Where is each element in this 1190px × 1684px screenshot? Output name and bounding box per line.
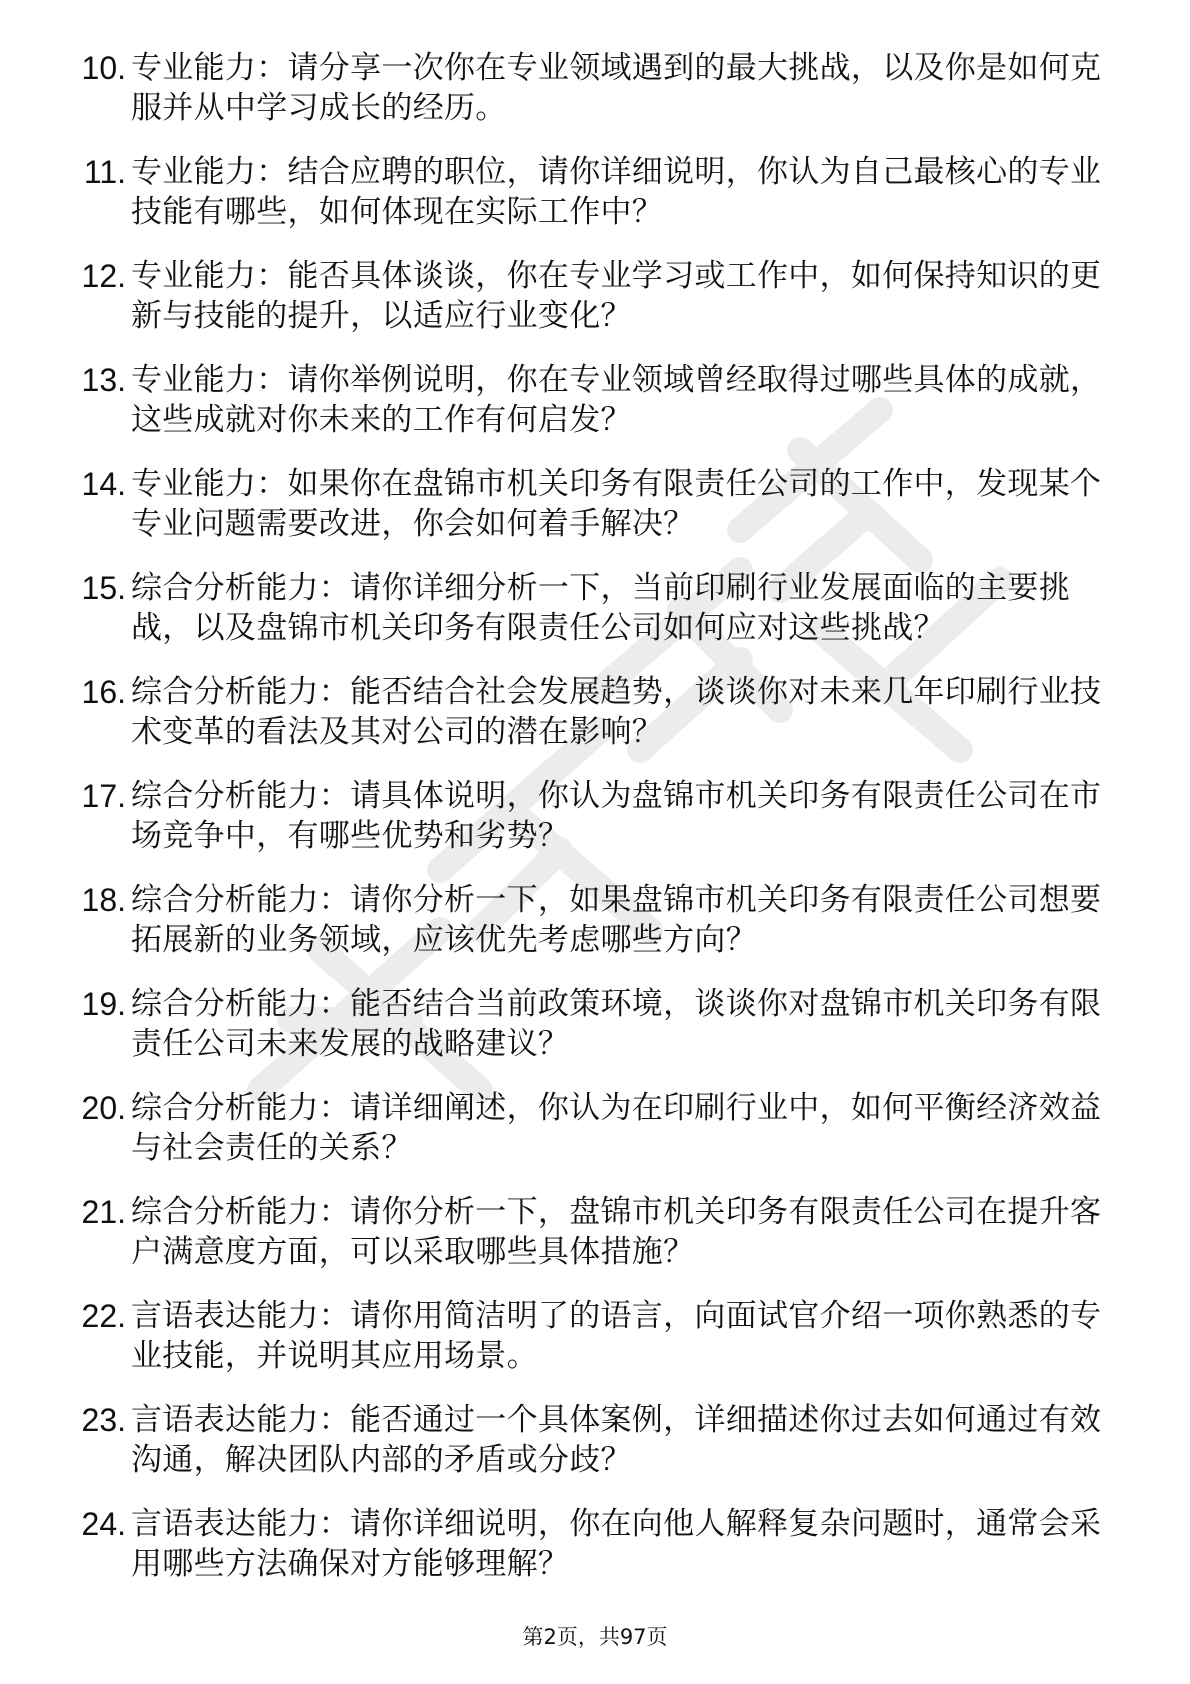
question-item	[56, 1296, 1136, 1400]
question-number: 17.	[81, 778, 126, 814]
question-text: 综合分析能力：请你详细分析一下，当前印刷行业发展面临的主要挑战，以及盘锦市机关印务有限责任公司如何应对这些挑战？	[131, 570, 1070, 646]
question-text: 综合分析能力：请你分析一下，盘锦市机关印务有限责任公司在提升客户满意度方面，可以采取哪些具体措施？	[131, 1194, 1102, 1270]
question-item	[56, 1504, 1136, 1608]
question-number: 21.	[81, 1194, 126, 1230]
question-text: 言语表达能力：请你用简洁明了的语言，向面试官介绍一项你熟悉的专业技能，并说明其应用场景。	[131, 1298, 1102, 1374]
question-text: 专业能力：能否具体谈谈，你在专业学习或工作中，如何保持知识的更新与技能的提升，以适应行业变化？	[131, 258, 1102, 334]
question-item	[56, 1400, 1136, 1504]
question-item	[56, 256, 1136, 360]
question-number: 14.	[81, 466, 126, 502]
question-item	[56, 152, 1136, 256]
question-text: 专业能力：请你举例说明，你在专业领域曾经取得过哪些具体的成就，这些成就对你未来的工作有何启发？	[131, 362, 1102, 438]
question-item	[56, 1192, 1136, 1296]
question-text: 综合分析能力：能否结合社会发展趋势，谈谈你对未来几年印刷行业技术变革的看法及其对公司的潜在影响？	[131, 674, 1102, 750]
question-item	[56, 984, 1136, 1088]
question-number: 13.	[81, 362, 126, 398]
question-text: 言语表达能力：能否通过一个具体案例，详细描述你过去如何通过有效沟通，解决团队内部的矛盾或分歧？	[131, 1402, 1102, 1478]
question-text: 言语表达能力：请你详细说明，你在向他人解释复杂问题时，通常会采用哪些方法确保对方能够理解？	[131, 1506, 1102, 1582]
question-text: 专业能力：结合应聘的职位，请你详细说明，你认为自己最核心的专业技能有哪些，如何体现在实际工作中？	[131, 154, 1102, 230]
question-list	[56, 48, 1136, 1608]
question-number: 23.	[81, 1402, 126, 1438]
question-item	[56, 672, 1136, 776]
question-number: 19.	[81, 986, 126, 1022]
page-footer: 第2页，共97页	[522, 1625, 668, 1649]
question-number: 15.	[81, 570, 126, 606]
question-text: 专业能力：如果你在盘锦市机关印务有限责任公司的工作中，发现某个专业问题需要改进，你会如何着手解决？	[131, 466, 1102, 542]
question-number: 11.	[83, 154, 126, 190]
question-number: 22.	[81, 1298, 126, 1334]
question-text: 综合分析能力：请具体说明，你认为盘锦市机关印务有限责任公司在市场竞争中，有哪些优势和劣势？	[131, 778, 1102, 854]
question-number: 12.	[81, 258, 126, 294]
question-item	[56, 776, 1136, 880]
question-text: 综合分析能力：请详细阐述，你认为在印刷行业中，如何平衡经济效益与社会责任的关系？	[131, 1090, 1102, 1166]
question-text: 综合分析能力：请你分析一下，如果盘锦市机关印务有限责任公司想要拓展新的业务领域，应该优先考虑哪些方向？	[131, 882, 1102, 958]
question-number: 18.	[81, 882, 126, 918]
question-item	[56, 1088, 1136, 1192]
question-item	[56, 568, 1136, 672]
question-number: 16.	[81, 674, 126, 710]
question-text: 专业能力：请分享一次你在专业领域遇到的最大挑战，以及你是如何克服并从中学习成长的经历。	[131, 50, 1102, 126]
question-number: 10.	[81, 50, 126, 86]
question-text: 综合分析能力：能否结合当前政策环境，谈谈你对盘锦市机关印务有限责任公司未来发展的战略建议？	[131, 986, 1102, 1062]
question-item	[56, 880, 1136, 984]
question-number: 24.	[81, 1506, 126, 1542]
question-number: 20.	[81, 1090, 126, 1126]
question-item	[56, 464, 1136, 568]
question-item	[56, 48, 1136, 152]
question-item	[56, 360, 1136, 464]
